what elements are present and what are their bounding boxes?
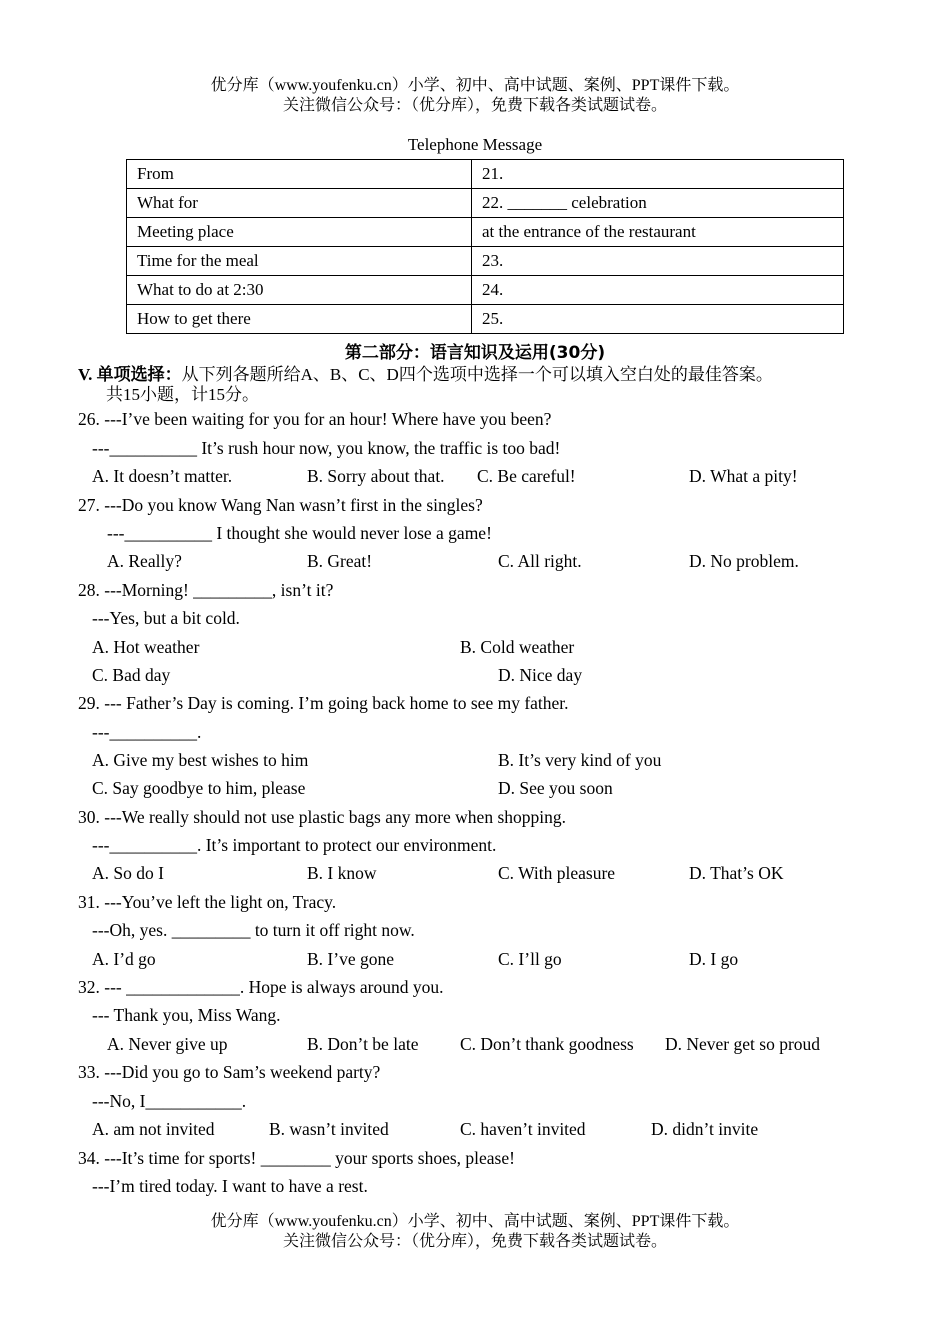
- question-31-option-d: D. I go: [689, 949, 739, 969]
- question-26-option-c: C. Be careful!: [477, 466, 576, 486]
- row-label: Time for the meal: [127, 247, 472, 276]
- row-label: Meeting place: [127, 218, 472, 247]
- question-27-option-a: A. Really?: [107, 551, 182, 571]
- question-33-reply: ---No, I___________.: [92, 1091, 247, 1111]
- section-instruction-cont: 共15小题，计15分。: [106, 385, 259, 404]
- telephone-message-table: [126, 159, 844, 334]
- question-29-option-b: B. It’s very kind of you: [498, 750, 662, 770]
- row-label: From: [127, 160, 472, 189]
- question-26-option-d: D. What a pity!: [689, 466, 798, 486]
- question-28-option-c: C. Bad day: [92, 665, 171, 685]
- question-27-stem: 27. ---Do you know Wang Nan wasn’t first in the singles?: [78, 495, 483, 515]
- section-instruction: 从下列各题所给A、B、C、D四个选项中选择一个可以填入空白处的最佳答案。: [181, 365, 773, 384]
- question-32-option-d: D. Never get so proud: [665, 1034, 821, 1054]
- question-34-stem: 34. ---It’s time for sports! ________ your sports shoes, please!: [78, 1148, 515, 1168]
- row-value: at the entrance of the restaurant: [472, 218, 844, 247]
- question-26-option-b: B. Sorry about that.: [307, 466, 445, 486]
- question-31-option-c: C. I’ll go: [498, 949, 562, 969]
- part-two-title: 第二部分：语言知识及运用(30分): [344, 343, 606, 363]
- question-29-stem: 29. --- Father’s Day is coming. I’m going back home to see my father.: [78, 693, 569, 713]
- table-row: [127, 189, 844, 218]
- question-34-reply: ---I’m tired today. I want to have a rest.: [92, 1176, 368, 1196]
- question-31-reply: ---Oh, yes. _________ to turn it off right now.: [92, 920, 415, 940]
- table-row: [127, 247, 844, 276]
- page-footer: [0, 1212, 950, 1252]
- section-label: V. 单项选择：: [78, 365, 182, 384]
- table-row: [127, 218, 844, 247]
- table-row: [127, 305, 844, 334]
- question-32-reply: --- Thank you, Miss Wang.: [92, 1005, 281, 1025]
- question-28-option-d: D. Nice day: [498, 665, 583, 685]
- question-27-reply: ---__________ I thought she would never lose a game!: [107, 523, 492, 543]
- question-32-stem: 32. --- _____________. Hope is always around you.: [78, 977, 444, 997]
- question-28-stem: 28. ---Morning! _________, isn’t it?: [78, 580, 334, 600]
- footer-line-1: 优分库（www.youfenku.cn）小学、初中、高中试题、案例、PPT课件下载。: [210, 1213, 740, 1230]
- question-29-option-a: A. Give my best wishes to him: [92, 750, 309, 770]
- table-row: [127, 160, 844, 189]
- row-value: 22. _______ celebration: [472, 189, 844, 218]
- row-value: 24.: [472, 276, 844, 305]
- question-30-option-c: C. With pleasure: [498, 863, 616, 883]
- question-33-option-c: C. haven’t invited: [460, 1119, 586, 1139]
- question-27-option-d: D. No problem.: [689, 551, 799, 571]
- question-30-option-d: D. That’s OK: [689, 863, 784, 883]
- question-33-option-d: D. didn’t invite: [651, 1119, 759, 1139]
- question-26-reply: ---__________ It’s rush hour now, you know, the traffic is too bad!: [92, 438, 561, 458]
- question-31-option-b: B. I’ve gone: [307, 949, 394, 969]
- question-31-stem: 31. ---You’ve left the light on, Tracy.: [78, 892, 337, 912]
- question-30-reply: ---__________. It’s important to protect our environment.: [92, 835, 497, 855]
- table-title: Telephone Message: [407, 135, 543, 154]
- question-32-option-b: B. Don’t be late: [307, 1034, 419, 1054]
- question-31-option-a: A. I’d go: [92, 949, 156, 969]
- header-line-1: 优分库（www.youfenku.cn）小学、初中、高中试题、案例、PPT课件下载。: [210, 77, 740, 94]
- question-29-reply: ---__________.: [92, 722, 202, 742]
- row-value: 21.: [472, 160, 844, 189]
- question-27-option-c: C. All right.: [498, 551, 582, 571]
- question-30-stem: 30. ---We really should not use plastic bags any more when shopping.: [78, 807, 567, 827]
- question-29-option-d: D. See you soon: [498, 778, 613, 798]
- section-heading: [78, 365, 878, 405]
- question-32-option-c: C. Don’t thank goodness: [460, 1034, 634, 1054]
- row-label: How to get there: [127, 305, 472, 334]
- footer-line-2: 关注微信公众号：（优分库），免费下载各类试题试卷。: [282, 1233, 667, 1250]
- question-26-option-a: A. It doesn’t matter.: [92, 466, 233, 486]
- question-27-option-b: B. Great!: [307, 551, 373, 571]
- row-value: 25.: [472, 305, 844, 334]
- question-29-option-c: C. Say goodbye to him, please: [92, 778, 306, 798]
- row-label: What for: [127, 189, 472, 218]
- question-30-option-a: A. So do I: [92, 863, 164, 883]
- question-33-option-a: A. am not invited: [92, 1119, 215, 1139]
- question-30-option-b: B. I know: [307, 863, 377, 883]
- question-28-option-b: B. Cold weather: [460, 637, 575, 657]
- header-line-2: 关注微信公众号：（优分库），免费下载各类试题试卷。: [282, 97, 667, 114]
- row-value: 23.: [472, 247, 844, 276]
- question-28-reply: ---Yes, but a bit cold.: [92, 608, 240, 628]
- row-label: What to do at 2:30: [127, 276, 472, 305]
- question-32-option-a: A. Never give up: [107, 1034, 228, 1054]
- table-row: [127, 276, 844, 305]
- question-26-stem: 26. ---I’ve been waiting for you for an hour! Where have you been?: [78, 409, 552, 429]
- question-33-stem: 33. ---Did you go to Sam’s weekend party?: [78, 1062, 381, 1082]
- question-33-option-b: B. wasn’t invited: [269, 1119, 389, 1139]
- question-28-option-a: A. Hot weather: [92, 637, 200, 657]
- page-header: [0, 76, 950, 116]
